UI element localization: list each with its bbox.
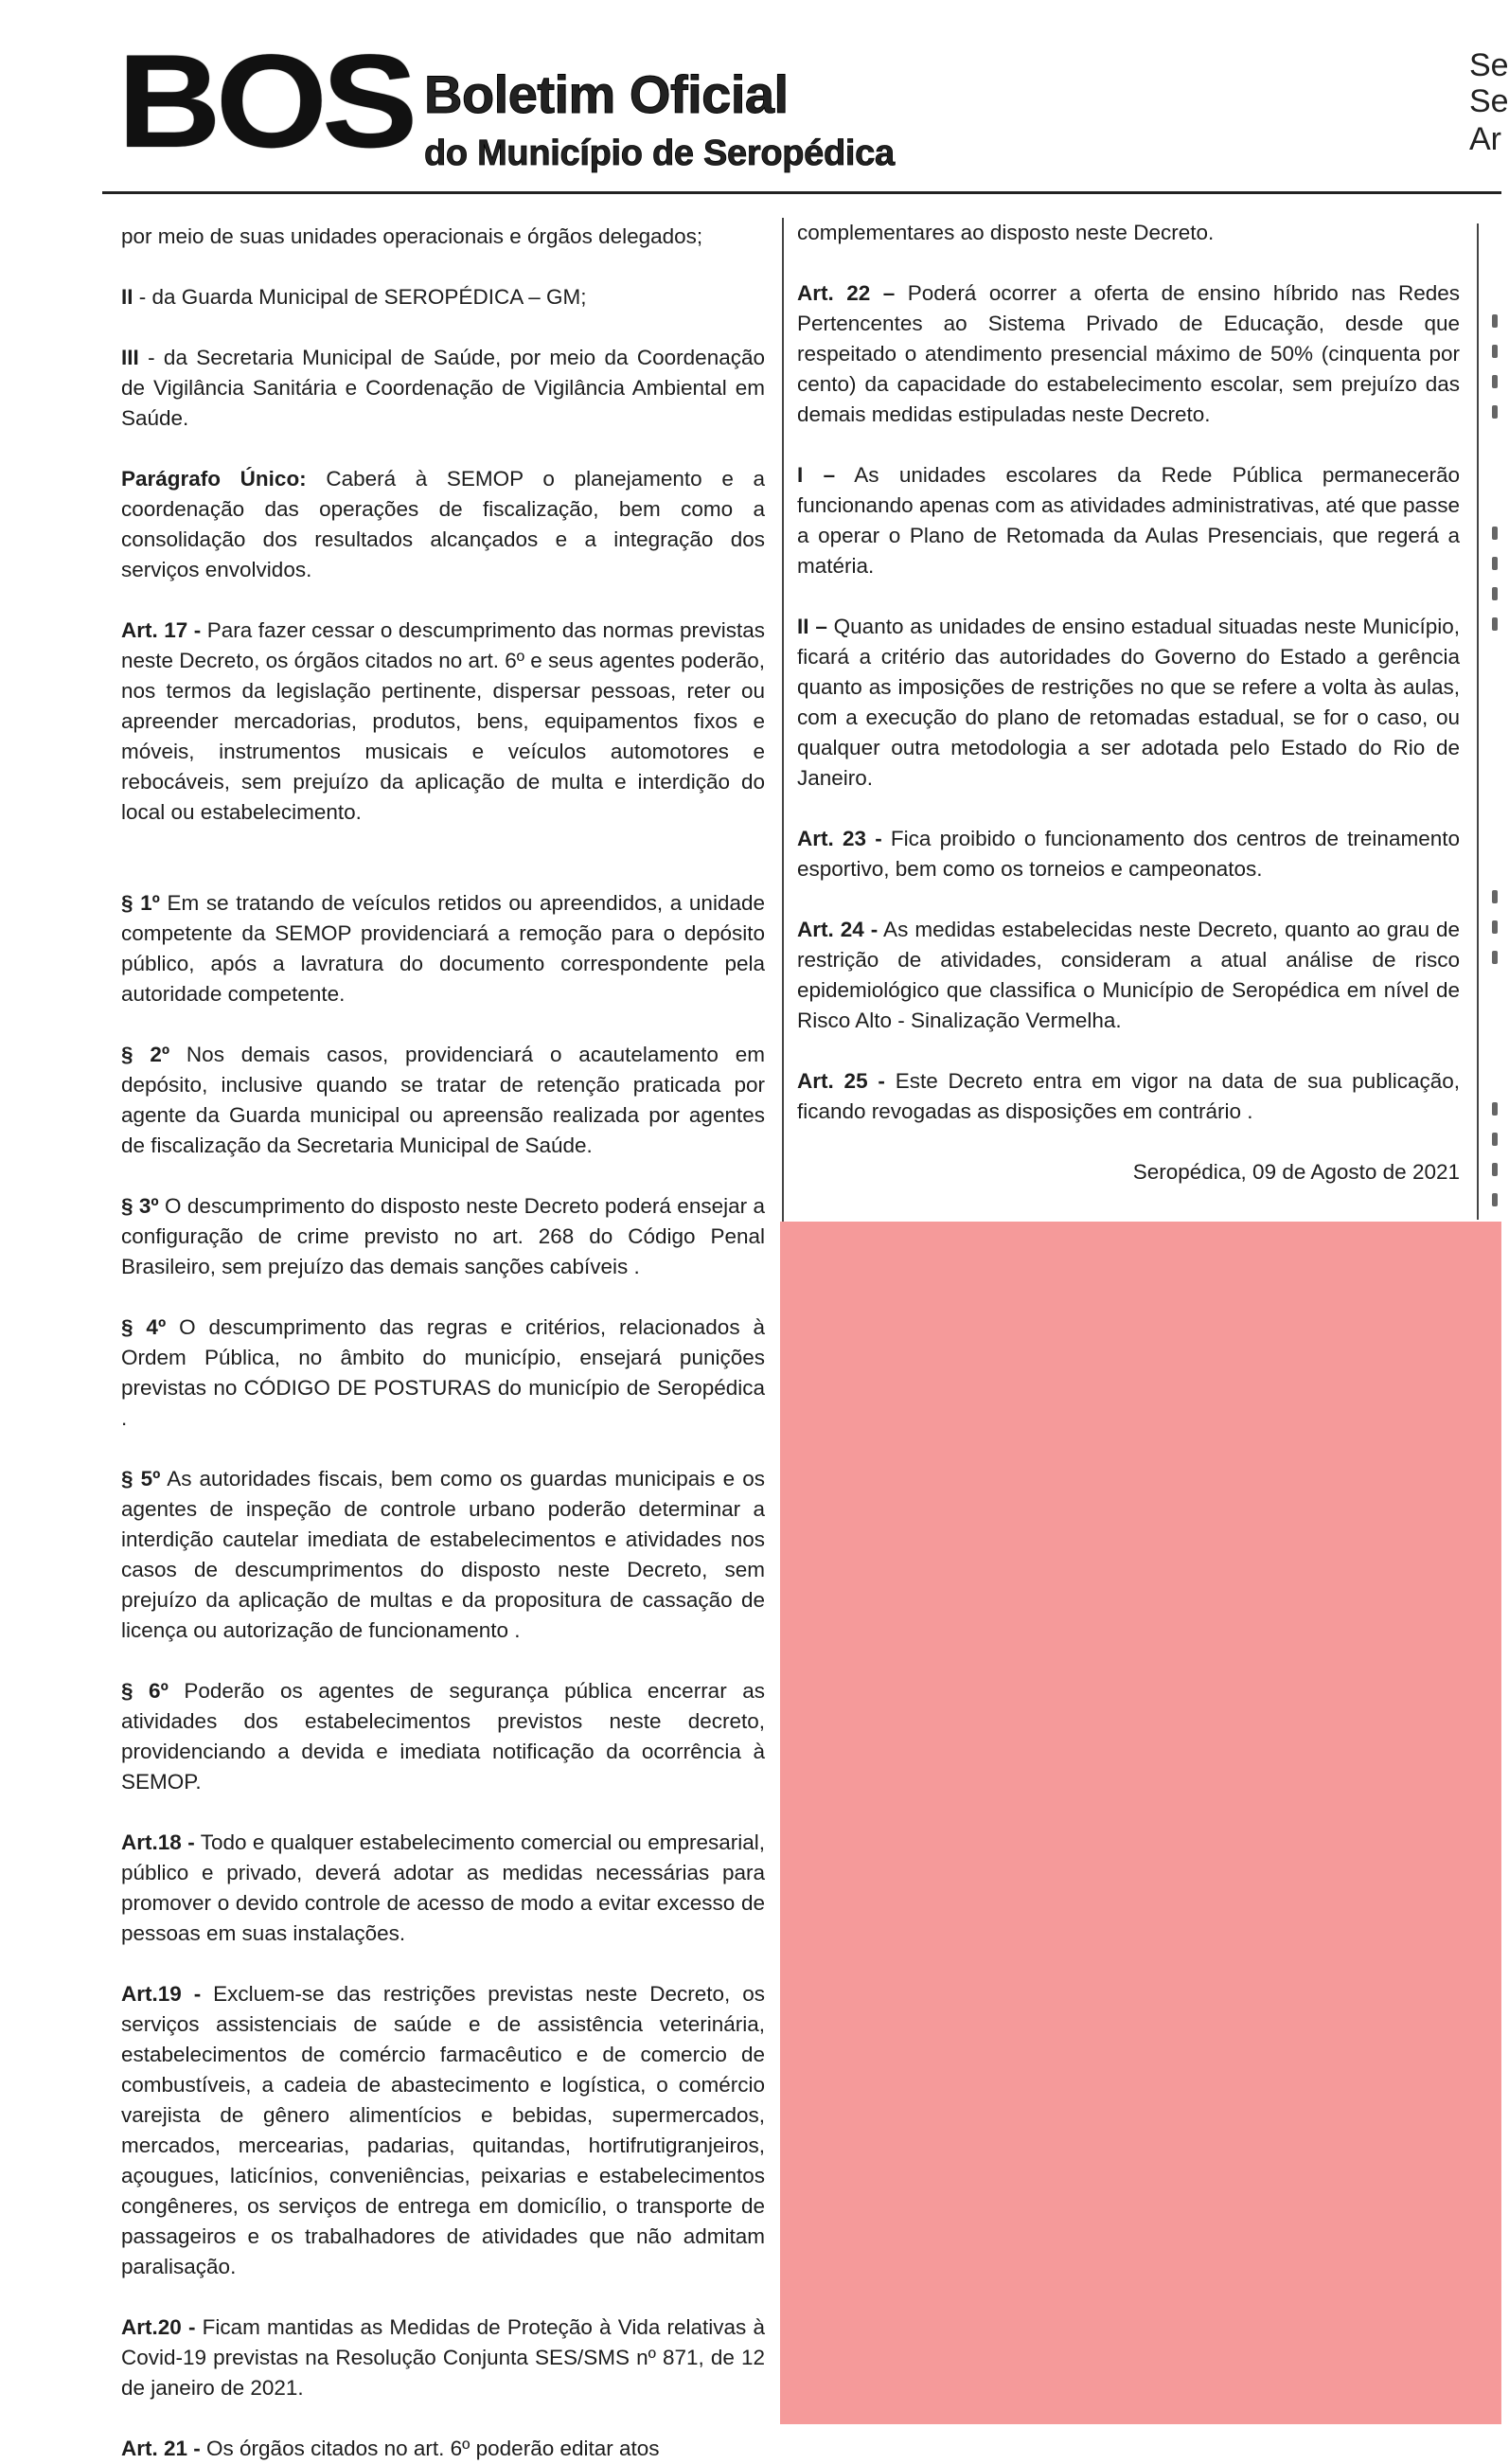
- right-paragraph: [797, 915, 1460, 1036]
- signature-date: Seropédica, 09 de Agosto de 2021: [1132, 1160, 1460, 1184]
- article-label: Art. 22 –: [797, 281, 896, 305]
- article-label: Art. 25 -: [797, 1069, 885, 1093]
- article-text: Poderão os agentes de segurança pública encerrar as atividades dos estabelecimentos previstos neste decreto, providenciando a devida e imediata notificação da ocorrência à SEMOP.: [121, 1679, 765, 1794]
- article-text: Todo e qualquer estabelecimento comercial ou empresarial, público e privado, deverá adotar as medidas necessárias para promover o devido controle de acesso de modo a evitar excesso de pessoas em suas instalações.: [121, 1830, 765, 1945]
- article-label: § 2º: [121, 1043, 170, 1066]
- paragraph-spacer: [797, 581, 1460, 612]
- article-label: Art. 17 -: [121, 618, 202, 642]
- article-text: Para fazer cessar o descumprimento das normas previstas neste Decreto, os órgãos citados no art. 6º e seus agentes poderão, nos termos da legislação pertinente, dispersar pessoas, reter ou apreender mercadorias, produtos, bens, equipamentos fixos e móveis, instrumentos musicais e veículos automotores e rebocáveis, sem prejuízo da aplicação de multa e interdição do local ou estabelecimento.: [121, 618, 765, 824]
- right-paragraph: [797, 278, 1460, 430]
- right-column: [797, 218, 1460, 1187]
- article-label: Art.20 -: [121, 2315, 196, 2339]
- article-label: Art. 21 -: [121, 2437, 201, 2460]
- article-label: § 4º: [121, 1315, 167, 1339]
- article-text: Fica proibido o funcionamento dos centros de treinamento esportivo, bem como os torneios e campeonatos.: [797, 827, 1460, 881]
- left-paragraph: [121, 1312, 765, 1434]
- paragraph-spacer: [797, 430, 1460, 460]
- article-label: Art. 24 -: [797, 918, 879, 941]
- corner-text-line-3: Ar: [1469, 121, 1501, 157]
- left-paragraph: [121, 616, 765, 828]
- paragraph-spacer: [121, 2282, 765, 2312]
- left-paragraph: [121, 1040, 765, 1161]
- blank-highlight-area: [780, 1222, 1501, 2424]
- paragraph-spacer: [121, 252, 765, 282]
- bos-logo: BOS: [117, 27, 413, 176]
- paragraph-spacer: [797, 248, 1460, 278]
- article-text: - da Guarda Municipal de SEROPÉDICA – GM;: [133, 285, 587, 309]
- article-text: Poderá ocorrer a oferta de ensino híbrido nas Redes Pertencentes ao Sistema Privado de Educação, desde que respeitado o atendimento presencial máximo de 50% (cinquenta por cento) da capacidade do estabelecimento escolar, sem prejuízo das demais medidas estipuladas neste Decreto.: [797, 281, 1461, 426]
- right-paragraph: [797, 824, 1460, 884]
- article-text: As unidades escolares da Rede Pública permanecerão funcionando apenas com as atividades administrativas, até que passe a operar o Plano de Retomada da Aulas Presenciais, que regerá a matéria.: [797, 463, 1460, 578]
- article-label: III: [121, 346, 139, 369]
- article-text: O descumprimento do disposto neste Decreto poderá ensejar a configuração de crime previsto no art. 268 do Código Penal Brasileiro, sem prejuízo das demais sanções cabíveis .: [121, 1194, 765, 1278]
- article-label: Art.19 -: [121, 1982, 202, 2006]
- article-label: II: [121, 285, 133, 309]
- paragraph-spacer: [121, 1797, 765, 1828]
- article-label: II –: [797, 615, 827, 638]
- article-text: por meio de suas unidades operacionais e órgãos delegados;: [121, 224, 703, 248]
- left-paragraph: [121, 282, 765, 312]
- left-paragraph: [121, 1676, 765, 1797]
- paragraph-spacer: [121, 828, 765, 888]
- article-label: § 3º: [121, 1194, 159, 1218]
- paragraph-spacer: [121, 1009, 765, 1040]
- left-paragraph: [121, 222, 765, 252]
- column-divider: [782, 218, 784, 1222]
- paragraph-spacer: [121, 1434, 765, 1464]
- paragraph-spacer: [121, 1646, 765, 1676]
- left-paragraph: [121, 2312, 765, 2403]
- right-paragraph: [797, 612, 1460, 794]
- left-paragraph: [121, 464, 765, 585]
- left-column: [121, 222, 765, 2464]
- article-label: Art. 23 -: [797, 827, 882, 850]
- article-label: Parágrafo Único:: [121, 467, 307, 491]
- paragraph-spacer: [797, 794, 1460, 824]
- right-column-border: [1477, 223, 1479, 1220]
- paragraph-spacer: [121, 434, 765, 464]
- paragraph-spacer: [121, 1282, 765, 1312]
- left-paragraph: [121, 1828, 765, 1949]
- bulletin-title: Boletim Oficial: [424, 64, 789, 124]
- article-text: Nos demais casos, providenciará o acautelamento em depósito, inclusive quando se tratar de retenção praticada por agente da Guarda municipal ou apreensão realizada por agentes de fiscalização da Secretaria Municipal de Saúde.: [121, 1043, 766, 1157]
- article-text: As medidas estabelecidas neste Decreto, quanto ao grau de restrição de atividades, consideram a atual análise de risco epidemiológico que classifica o Município de Seropédica em nível de Risco Alto - Sinalização Vermelha.: [797, 918, 1460, 1032]
- article-text: As autoridades fiscais, bem como os guardas municipais e os agentes de inspeção de controle urbano poderão determinar a interdição cautelar imediata de estabelecimentos e atividades nos casos de descumprimentos do disposto neste Decreto, sem prejuízo da aplicação de multas e da propositura de cassação de licença ou autorização de funcionamento .: [121, 1467, 766, 1642]
- paragraph-spacer: [121, 2403, 765, 2434]
- article-text: Este Decreto entra em vigor na data de sua publicação, ficando revogadas as disposições em contrário .: [797, 1069, 1461, 1123]
- cropped-third-column-edge: [1492, 0, 1501, 1231]
- header-rule: [102, 191, 1501, 194]
- left-paragraph: [121, 1464, 765, 1646]
- paragraph-spacer: [797, 1036, 1460, 1066]
- paragraph-spacer: [121, 585, 765, 616]
- left-paragraph: [121, 888, 765, 1009]
- left-paragraph: [121, 343, 765, 434]
- article-text: Os órgãos citados no art. 6º poderão editar atos: [200, 2437, 660, 2460]
- article-text: Excluem-se das restrições previstas neste Decreto, os serviços assistenciais de saúde e de assistência veterinária, estabelecimentos de comércio farmacêutico e de comercio de combustíveis, a cadeia de abastecimento e logística, o comércio varejista de gênero alimentícios e bebidas, supermercados, mercados, mercearias, padarias, quitandas, hortifrutigranjeiros, açougues, laticínios, conveniências, peixarias e estabelecimentos congêneres, os serviços de entrega em domicílio, o transporte de passageiros e os trabalhadores de atividades que não admitam paralisação.: [121, 1982, 765, 2278]
- article-label: § 6º: [121, 1679, 169, 1703]
- article-label: § 1º: [121, 891, 160, 915]
- corner-text-line-1: Se: [1469, 47, 1509, 83]
- bulletin-subtitle: do Município de Seropédica: [424, 134, 895, 173]
- article-text: Ficam mantidas as Medidas de Proteção à Vida relativas à Covid-19 previstas na Resolução Conjunta SES/SMS nº 871, de 12 de janeiro de 2021.: [121, 2315, 765, 2400]
- paragraph-spacer: [797, 1127, 1460, 1157]
- article-text: complementares ao disposto neste Decreto.: [797, 221, 1215, 244]
- article-text: - da Secretaria Municipal de Saúde, por meio da Coordenação de Vigilância Sanitária e Coordenação de Vigilância Ambiental em Saúde.: [121, 346, 765, 430]
- article-label: Art.18 -: [121, 1830, 195, 1854]
- left-paragraph: [121, 1979, 765, 2282]
- paragraph-spacer: [797, 884, 1460, 915]
- paragraph-spacer: [121, 1949, 765, 1979]
- paragraph-spacer: [121, 1161, 765, 1191]
- left-paragraph: [121, 1191, 765, 1282]
- paragraph-spacer: [121, 312, 765, 343]
- right-paragraph: [797, 1066, 1460, 1127]
- article-text: Quanto as unidades de ensino estadual situadas neste Município, ficará a critério das autoridades do Governo do Estado a gerência quanto as imposições de restrições no que se refere a volta às aulas, com a execução do plano de retomadas estadual, se for o caso, ou qualquer outra metodologia a ser adotada pelo Estado do Rio de Janeiro.: [797, 615, 1460, 790]
- article-text: Em se tratando de veículos retidos ou apreendidos, a unidade competente da SEMOP providenciará a remoção para o depósito público, após a lavratura do documento correspondente pela autoridade competente.: [121, 891, 765, 1006]
- right-paragraph: [797, 460, 1460, 581]
- masthead: [0, 0, 1509, 199]
- left-paragraph: [121, 2434, 765, 2464]
- article-label: § 5º: [121, 1467, 161, 1491]
- article-text: Caberá à SEMOP o planejamento e a coordenação das operações de fiscalização, bem como a consolidação dos resultados alcançados e a integração dos serviços envolvidos.: [121, 467, 765, 581]
- right-paragraph: [797, 218, 1460, 248]
- article-text: O descumprimento das regras e critérios, relacionados à Ordem Pública, no âmbito do município, ensejará punições previstas no CÓDIGO DE POSTURAS do município de Seropédica .: [121, 1315, 766, 1430]
- article-label: I –: [797, 463, 836, 487]
- corner-text-line-2: Se: [1469, 83, 1509, 119]
